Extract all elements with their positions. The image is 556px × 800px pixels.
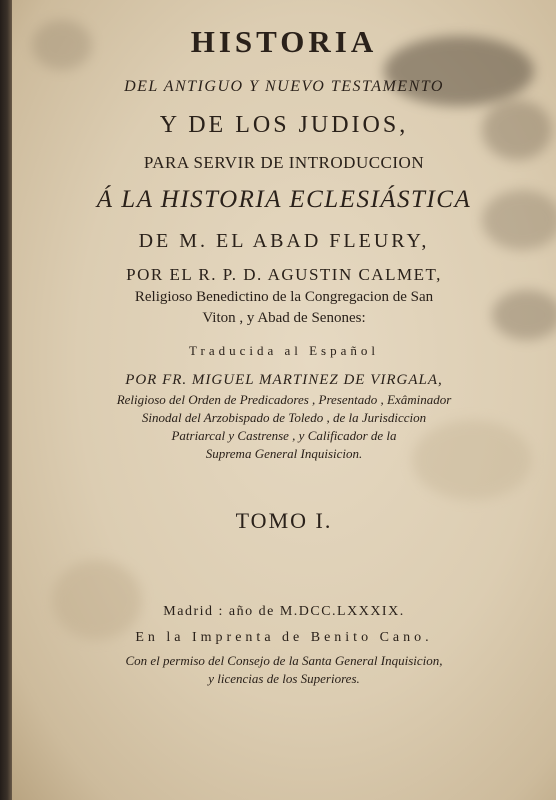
translator-description-line-2: Sinodal del Arzobispado de Toledo , de la Jurisdiccion — [141, 410, 427, 425]
author-description-line-1: Religioso Benedictino de la Congregacion de San — [134, 289, 434, 305]
subtitle-line-4: Á LA HISTORIA ECLESIÁSTICA — [96, 186, 472, 213]
title-page — [12, 0, 556, 800]
book-title: HISTORIA — [190, 24, 378, 59]
translator-description-line-1: Religioso del Orden de Predicadores , Presentado , Exâminador — [116, 392, 452, 407]
translator-description-line-4: Suprema General Inquisicion. — [205, 446, 363, 461]
subtitle-line-2: Y DE LOS JUDIOS, — [159, 112, 409, 138]
imprint-line: Madrid : año de M.DCC.LXXXIX. — [163, 604, 405, 619]
author-line: POR EL R. P. D. AGUSTIN CALMET, — [126, 265, 442, 284]
subtitle-line-1: DEL ANTIGUO Y NUEVO TESTAMENTO — [124, 78, 444, 95]
translated-note: Traducida al Español — [189, 343, 379, 358]
water-stain — [52, 560, 142, 640]
subtitle-line-5: DE M. EL ABAD FLEURY, — [138, 230, 430, 252]
printer-line: En la Imprenta de Benito Cano. — [135, 630, 433, 645]
subtitle-line-3: PARA SERVIR DE INTRODUCCION — [143, 153, 425, 172]
permission-line-2: y licencias de los Superiores. — [208, 671, 360, 686]
book-binding-edge — [0, 0, 12, 800]
volume-label: TOMO I. — [235, 508, 333, 533]
translator-line: POR FR. MIGUEL MARTINEZ DE VIRGALA, — [125, 372, 443, 388]
translator-description-line-3: Patriarcal y Castrense , y Calificador de la — [171, 428, 397, 443]
permission-line-1: Con el permiso del Consejo de la Santa General Inquisicion, — [125, 653, 443, 668]
author-description-line-2: Viton , y Abad de Senones: — [202, 310, 366, 326]
